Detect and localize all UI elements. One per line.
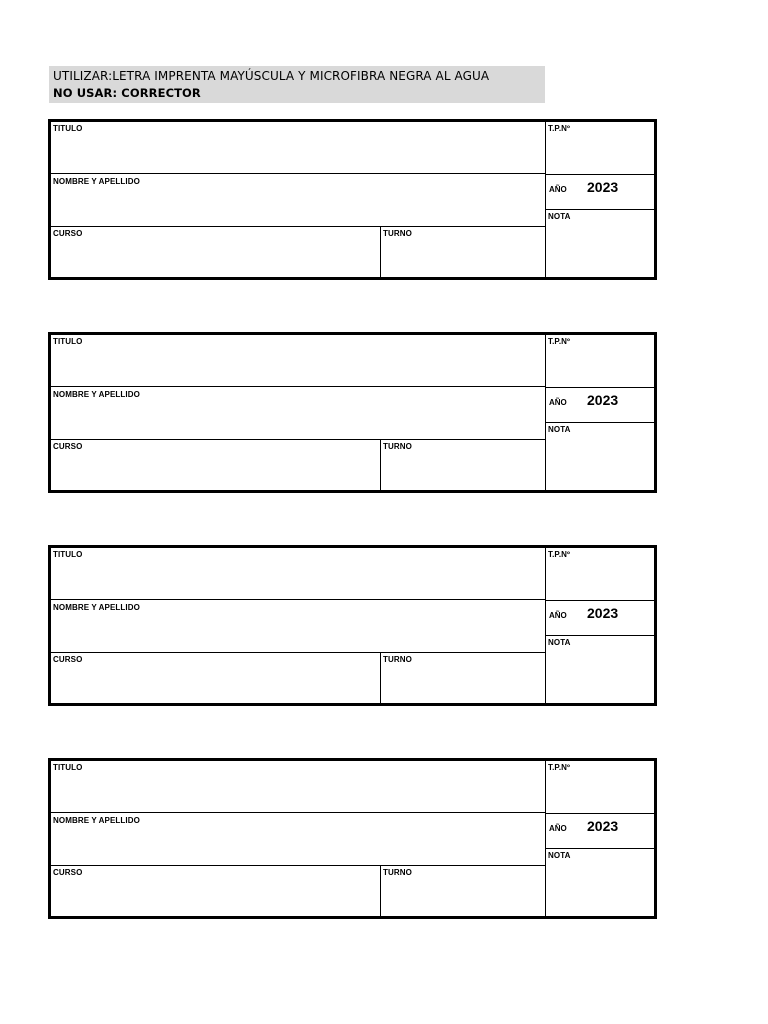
tp-number-label: T.P.Nº bbox=[548, 337, 571, 346]
turno-field[interactable] bbox=[381, 653, 545, 706]
label-card bbox=[48, 332, 657, 493]
nota-label: NOTA bbox=[548, 212, 571, 221]
anio-value: 2023 bbox=[587, 392, 619, 408]
curso-field[interactable] bbox=[51, 440, 380, 493]
curso-field[interactable] bbox=[51, 866, 380, 919]
nombre-apellido-field[interactable] bbox=[51, 175, 545, 226]
tp-number-label: T.P.Nº bbox=[548, 550, 571, 559]
curso-label: CURSO bbox=[53, 442, 83, 451]
tp-number-field[interactable] bbox=[546, 548, 657, 600]
titulo-field[interactable] bbox=[51, 548, 545, 600]
curso-label: CURSO bbox=[53, 229, 83, 238]
divider-tp-bottom bbox=[545, 600, 657, 601]
curso-field[interactable] bbox=[51, 653, 380, 706]
nota-field[interactable] bbox=[546, 636, 657, 706]
anio-label: AÑO bbox=[549, 185, 567, 194]
titulo-field[interactable] bbox=[51, 335, 545, 387]
divider-tp-bottom bbox=[545, 813, 657, 814]
turno-label: TURNO bbox=[383, 655, 412, 664]
tp-number-label: T.P.Nº bbox=[548, 124, 571, 133]
turno-label: TURNO bbox=[383, 868, 412, 877]
nombre-apellido-label: NOMBRE Y APELLIDO bbox=[53, 177, 140, 186]
nota-field[interactable] bbox=[546, 423, 657, 493]
curso-label: CURSO bbox=[53, 655, 83, 664]
curso-label: CURSO bbox=[53, 868, 83, 877]
titulo-label: TITULO bbox=[53, 550, 83, 559]
instructions-banner bbox=[49, 66, 545, 103]
nota-label: NOTA bbox=[548, 425, 571, 434]
nombre-apellido-field[interactable] bbox=[51, 388, 545, 439]
label-card bbox=[48, 545, 657, 706]
nombre-apellido-label: NOMBRE Y APELLIDO bbox=[53, 390, 140, 399]
nota-label: NOTA bbox=[548, 638, 571, 647]
nombre-apellido-label: NOMBRE Y APELLIDO bbox=[53, 816, 140, 825]
anio-value: 2023 bbox=[587, 179, 619, 195]
curso-field[interactable] bbox=[51, 227, 380, 280]
nota-label: NOTA bbox=[548, 851, 571, 860]
titulo-label: TITULO bbox=[53, 763, 83, 772]
titulo-field[interactable] bbox=[51, 122, 545, 174]
anio-label: AÑO bbox=[549, 824, 567, 833]
tp-number-field[interactable] bbox=[546, 761, 657, 813]
instructions-line-2: NO USAR: CORRECTOR bbox=[53, 86, 201, 100]
nombre-apellido-field[interactable] bbox=[51, 601, 545, 652]
nota-field[interactable] bbox=[546, 210, 657, 280]
titulo-field[interactable] bbox=[51, 761, 545, 813]
label-card bbox=[48, 758, 657, 919]
instructions-line-1: UTILIZAR:LETRA IMPRENTA MAYÚSCULA Y MICROFIBRA NEGRA AL AGUA bbox=[53, 69, 490, 83]
anio-value: 2023 bbox=[587, 818, 619, 834]
divider-tp-bottom bbox=[545, 174, 657, 175]
turno-label: TURNO bbox=[383, 442, 412, 451]
nombre-apellido-label: NOMBRE Y APELLIDO bbox=[53, 603, 140, 612]
divider-tp-bottom bbox=[545, 387, 657, 388]
titulo-label: TITULO bbox=[53, 337, 83, 346]
tp-number-field[interactable] bbox=[546, 335, 657, 387]
turno-field[interactable] bbox=[381, 440, 545, 493]
anio-value: 2023 bbox=[587, 605, 619, 621]
nota-field[interactable] bbox=[546, 849, 657, 919]
anio-label: AÑO bbox=[549, 398, 567, 407]
tp-number-label: T.P.Nº bbox=[548, 763, 571, 772]
turno-label: TURNO bbox=[383, 229, 412, 238]
titulo-label: TITULO bbox=[53, 124, 83, 133]
nombre-apellido-field[interactable] bbox=[51, 814, 545, 865]
tp-number-field[interactable] bbox=[546, 122, 657, 174]
turno-field[interactable] bbox=[381, 227, 545, 280]
label-card bbox=[48, 119, 657, 280]
anio-label: AÑO bbox=[549, 611, 567, 620]
turno-field[interactable] bbox=[381, 866, 545, 919]
